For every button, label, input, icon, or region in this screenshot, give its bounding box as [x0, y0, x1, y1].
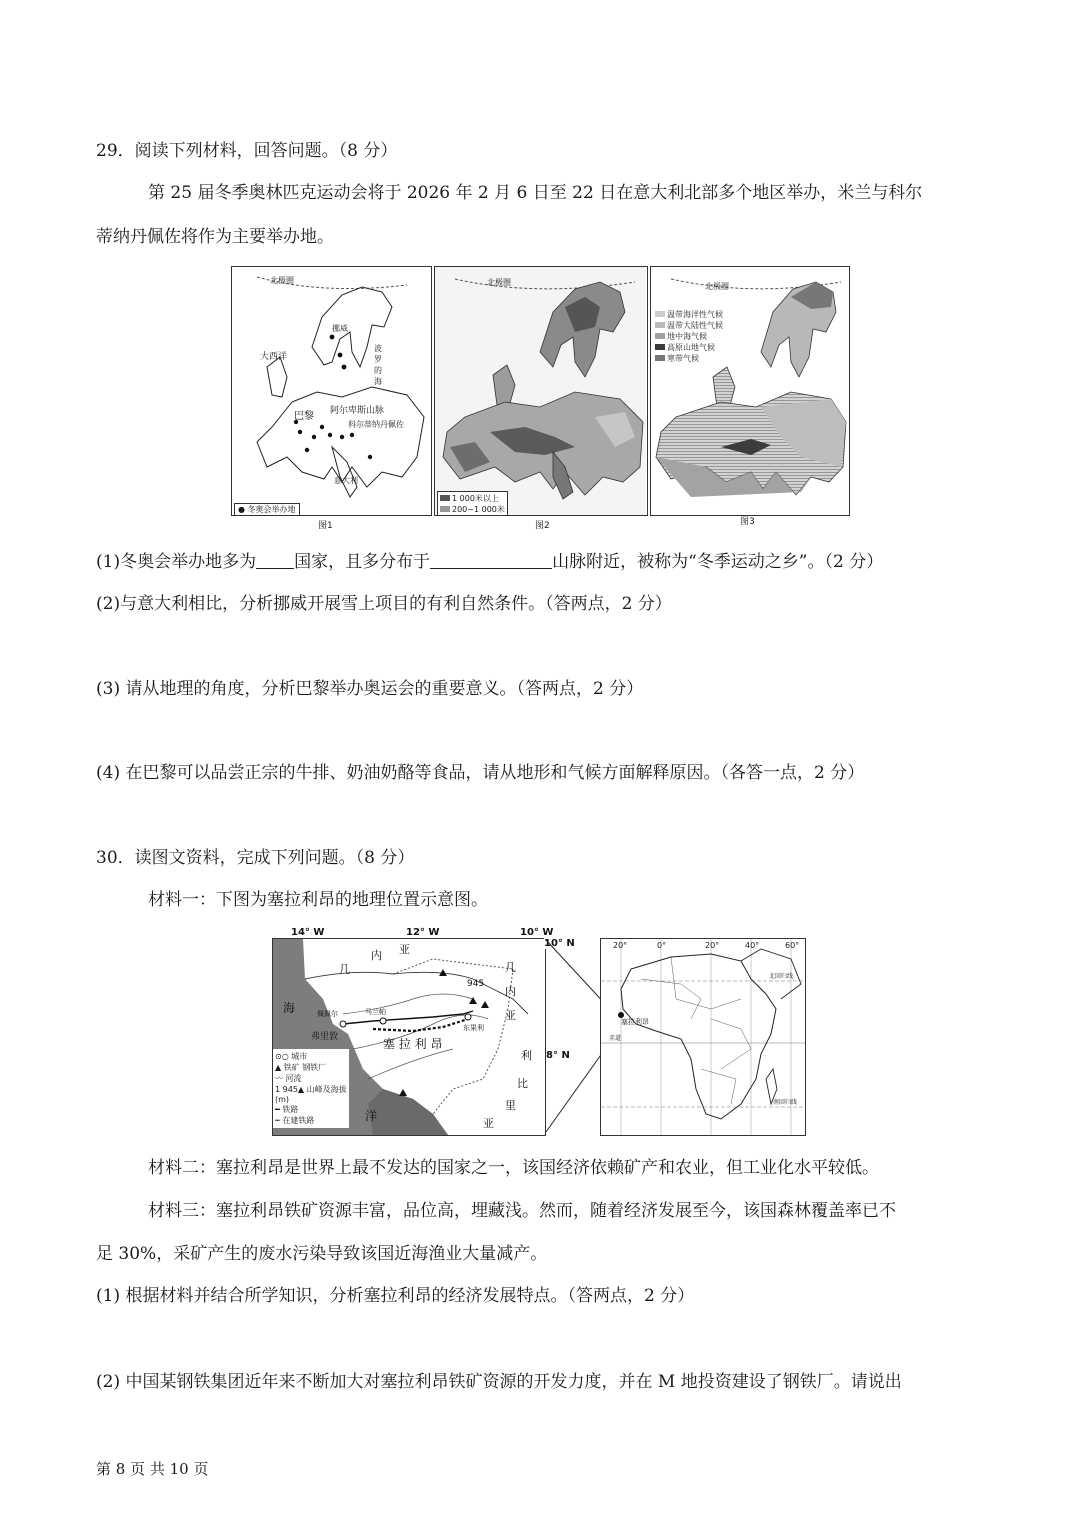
fig1-norway-label: 挪威 [332, 324, 348, 333]
legend-mine-text: 铁矿 钢铁厂 [283, 1063, 327, 1072]
q29-sub1-part-b: 国家，且多分布于 [294, 552, 431, 572]
q29-sub4: (4) 在巴黎可以品尝正宗的牛排、奶油奶酪等食品，请从地形和气候方面解释原因。（各答一点，2 分） [96, 763, 865, 783]
q29-sub1-part-a: (1)冬奥会举办地多为 [96, 552, 257, 572]
q30-material-3-line1: 材料三：塞拉利昂铁矿资源丰富，品位高，埋藏浅。然而，随着经济发展至今，该国森林覆盖率已不 [148, 1201, 896, 1221]
map-guinea-c: 亚 [399, 943, 410, 956]
map-freetown-label: 弗里敦 [311, 1032, 339, 1042]
fig2-legend-high [440, 493, 505, 504]
map-liberia-a: 利 [521, 1049, 532, 1062]
legend-rail-new: ┅ 在建铁路 [275, 1116, 315, 1125]
q29-intro-line1: 第 25 届冬季奥林匹克运动会将于 2026 年 2 月 6 日至 22 日在意大利北部多个地区举办，米兰与科尔 [148, 183, 923, 203]
q29-sub3: (3) 请从地理的角度，分析巴黎举办奥运会的重要意义。（答两点，2 分） [96, 679, 644, 699]
legend-peak: 1 945▲ 山峰及海拔(m) [275, 1085, 347, 1104]
inset-lon-1: 0° [657, 941, 667, 950]
legend-peak-value: 1 945 [275, 1085, 298, 1094]
fig3-legend-text-2: 地中海气候 [667, 332, 707, 341]
q29-sub1-blank-1[interactable] [256, 552, 294, 569]
map-guinea2-c: 亚 [505, 1009, 516, 1022]
fig3-legend-text-0: 温带海洋性气候 [667, 310, 723, 319]
inset-equator: 赤道 [609, 1035, 622, 1042]
map-lat-8n: 8° N [546, 1050, 570, 1061]
q30-header: 30．读图文资料，完成下列问题。（8 分） [96, 848, 415, 868]
map-lon-14w-top: 14° W [291, 927, 325, 938]
fig2-legend-mid [440, 504, 505, 515]
fig1-baltic-c: 的 [374, 366, 382, 375]
fig3-legend-item-2 [655, 331, 723, 342]
legend-mine: ▲ 铁矿 钢铁厂 [275, 1063, 327, 1072]
map-lon-12w-top: 12° W [406, 927, 440, 938]
fig1-alps-label: 阿尔卑斯山脉 [330, 406, 385, 416]
sierra-leone-map [272, 938, 546, 1136]
fig3-legend-text-1: 温带大陆性气候 [667, 321, 723, 330]
map-legend [273, 1049, 349, 1128]
legend-river-text: 河流 [285, 1074, 302, 1083]
fig2-legend-mid-text: 200~1 000米 [452, 505, 505, 514]
fig1-baltic-d: 海 [374, 377, 382, 386]
q29-sub1-part-c: 山脉附近，被称为“冬季运动之乡”。（2 分） [552, 552, 884, 572]
inset-lon-0: 20° [613, 941, 628, 950]
figure-3-map [650, 266, 850, 516]
q30-material-3-line2: 足 30%，采矿产生的废水污染导致该国近海渔业大量减产。 [96, 1244, 548, 1264]
inset-lon-3: 40° [745, 941, 760, 950]
fig3-legend-item-1 [655, 320, 723, 331]
legend-city: ⊙○ 城市 [275, 1052, 308, 1061]
figure-3-svg [651, 267, 848, 515]
fig1-arctic-label: 北极圈 [270, 276, 294, 285]
inset-tropic-south: 南回归线 [773, 1099, 798, 1106]
legend-river: 〰 河流 [275, 1074, 302, 1083]
legend-rail-text: 铁路 [282, 1105, 299, 1114]
legend-rail: ━ 铁路 [275, 1105, 299, 1114]
map-sea-label: 海 [283, 1001, 296, 1015]
fig3-legend-item-3 [655, 342, 723, 353]
page-footer: 第 8 页 共 10 页 [96, 1460, 209, 1478]
q29-sub1-blank-2[interactable] [430, 552, 552, 569]
fig3-legend-item-4 [655, 353, 723, 364]
fig1-baltic-b: 罗 [374, 355, 382, 364]
map-guinea2-b: 内 [505, 985, 516, 998]
map-liberia-c: 里 [505, 1099, 516, 1112]
map-guinea-a: 几 [339, 963, 350, 976]
legend-peak-text: 山峰及海拔(m) [275, 1085, 347, 1104]
figure-1-map [231, 266, 432, 516]
q30-sub2: (2) 中国某钢铁集团近年来不断加大对塞拉利昂铁矿资源的开发力度，并在 M 地投资建设了钢铁厂。请说出 [96, 1372, 902, 1392]
map-lat-10n: 10° N [544, 938, 575, 949]
fig2-arctic-label: 北极圈 [487, 278, 511, 287]
fig1-italy-label: 意大利 [334, 476, 358, 485]
map-marampa-label: 马兰帕 [365, 1008, 386, 1016]
legend-rail-new-text: 在建铁路 [282, 1116, 315, 1125]
map-liberia-b: 比 [517, 1077, 528, 1090]
africa-inset-map [600, 938, 806, 1136]
q30-material-1: 材料一：下图为塞拉利昂的地理位置示意图。 [148, 890, 488, 910]
fig3-legend [655, 309, 723, 364]
map-lon-10w-top: 10° W [520, 927, 554, 938]
fig3-legend-item-0 [655, 309, 723, 320]
map-liberia-d: 亚 [483, 1117, 494, 1130]
map-peak-label: 945 [467, 979, 485, 989]
map-country-label: 塞 拉 利 昂 [383, 1037, 443, 1051]
fig2-legend-high-text: 1 000米以上 [452, 494, 499, 503]
legend-city-text: 城市 [291, 1052, 308, 1061]
fig1-caption: 图1 [318, 521, 333, 531]
figure-1-svg [232, 267, 430, 515]
map-pepel-label: 佩佩尔 [317, 1010, 338, 1018]
fig3-legend-text-3: 高原山地气候 [667, 343, 715, 352]
fig2-caption: 图2 [535, 521, 550, 531]
q29-intro-line2: 蒂纳丹佩佐将作为主要举办地。 [96, 227, 334, 247]
map-ocean-label: 洋 [365, 1109, 378, 1123]
fig3-legend-text-4: 寒带气候 [667, 354, 699, 363]
figure-2-svg [435, 267, 646, 515]
fig2-legend-low [440, 515, 505, 516]
fig3-arctic-label: 北极圈 [705, 282, 729, 291]
inset-tropic-north: 北回归线 [769, 973, 794, 980]
q29-sub1 [96, 551, 883, 573]
fig1-paris-label: 巴黎 [294, 411, 314, 422]
fig2-legend [437, 491, 508, 516]
q30-material-2: 材料二：塞拉利昂是世界上最不发达的国家之一，该国经济依赖矿产和农业，但工业化水平较低。 [148, 1158, 879, 1178]
fig1-baltic-a: 波 [374, 344, 382, 353]
q29-header: 29．阅读下列材料，回答问题。（8 分） [96, 141, 398, 161]
fig3-caption: 图3 [740, 517, 755, 527]
q30-sub1: (1) 根据材料并结合所学知识，分析塞拉利昂的经济发展特点。（答两点，2 分） [96, 1286, 695, 1306]
map-guinea2-a: 几 [505, 961, 516, 974]
q29-sub2: (2)与意大利相比，分析挪威开展雪上项目的有利自然条件。（答两点，2 分） [96, 594, 672, 614]
fig1-atlantic-label: 大西洋 [260, 352, 288, 362]
map-guinea-b: 内 [371, 949, 382, 962]
inset-sierra-leone-label: 塞拉利昂 [621, 1018, 649, 1026]
inset-lon-2: 20° [705, 941, 720, 950]
fig1-cortina-label: 科尔蒂纳丹佩佐 [348, 420, 404, 429]
inset-lon-4: 60° [785, 941, 800, 950]
fig1-legend: ● 冬奥会举办地 [234, 503, 300, 516]
figure-2-map [434, 266, 648, 516]
map-tonkolili-label: 东果利 [463, 1024, 484, 1032]
